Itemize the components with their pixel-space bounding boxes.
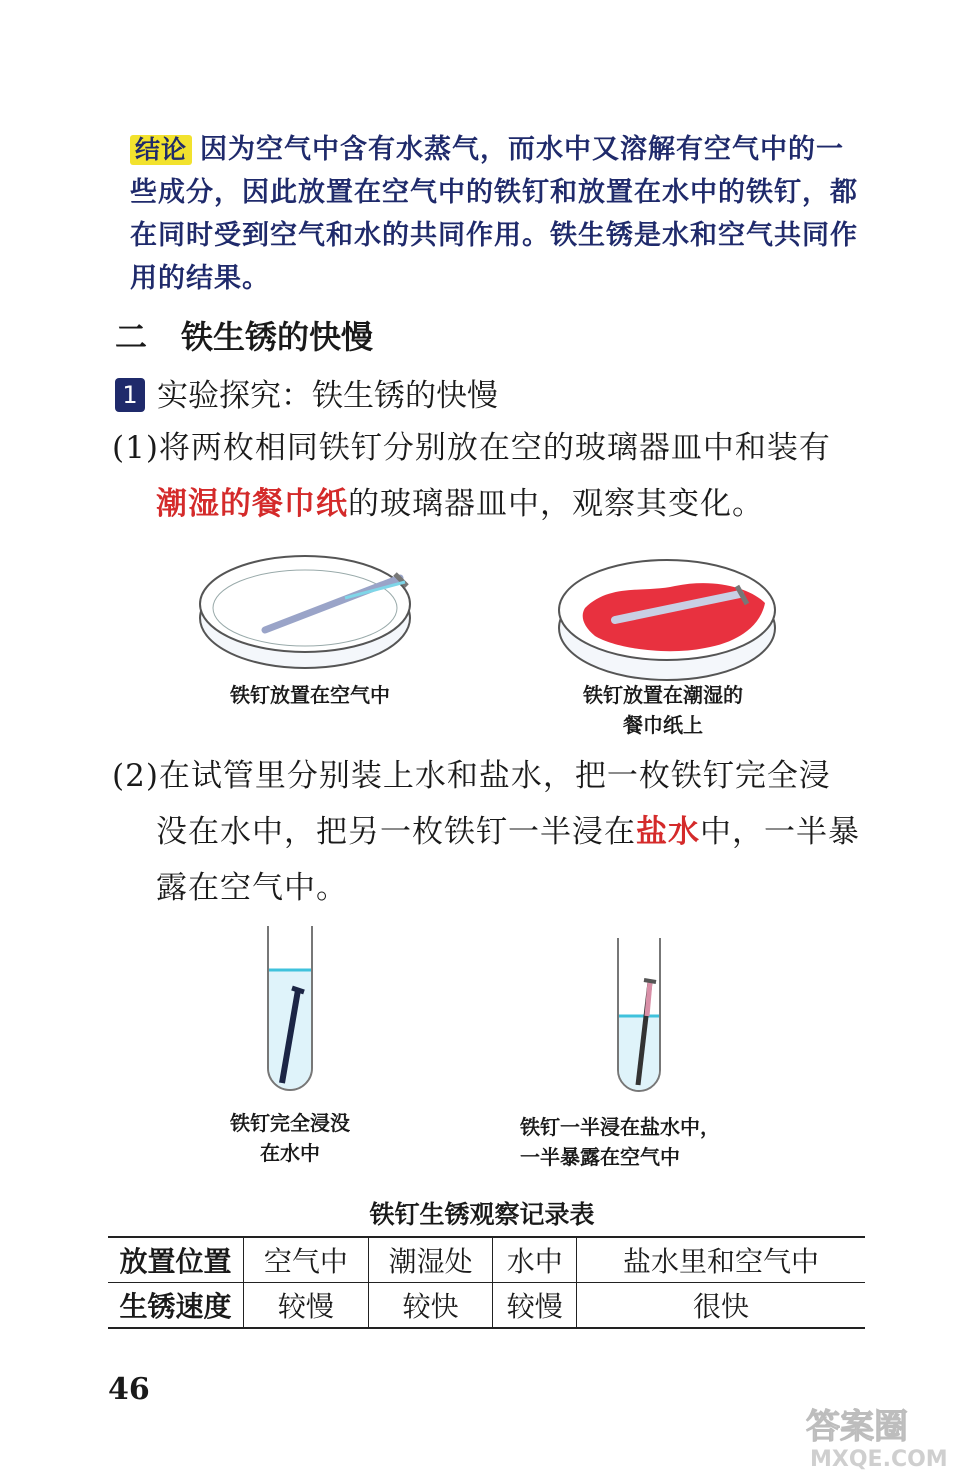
caption-tube-water: [195, 1108, 385, 1168]
table-cell: 盐水里和空气中: [577, 1237, 865, 1283]
caption-dish-napkin-line2: 餐巾纸上: [623, 713, 703, 737]
svg-text:答案圈: 答案圈: [806, 1407, 908, 1447]
step-2-highlight: 盐水: [636, 814, 700, 850]
step-2-line2: [112, 804, 882, 860]
section-heading: [115, 312, 373, 358]
table-cell: 较慢: [493, 1283, 577, 1329]
table-cell: 较快: [368, 1283, 493, 1329]
table-cell: 较慢: [244, 1283, 369, 1329]
step-1-line1: (1)将两枚相同铁钉分别放在空的玻璃器皿中和装有: [112, 430, 831, 466]
step-2-line3: 露在空气中。: [156, 870, 348, 906]
step-1-line2: [112, 476, 882, 532]
experiment-number-badge: 1: [115, 378, 145, 412]
caption-dish-napkin: [548, 680, 778, 740]
svg-text:MXQE.COM: MXQE.COM: [810, 1447, 948, 1472]
table-cell: 潮湿处: [368, 1237, 493, 1283]
step-1: [112, 420, 882, 532]
dish-wet-napkin-illustration: [555, 548, 785, 688]
conclusion-tag: 结论: [130, 135, 192, 165]
caption-dish-air: 铁钉放置在空气中: [230, 683, 390, 707]
caption-tube-saltwater-line1: 铁钉一半浸在盐水中，: [520, 1115, 720, 1139]
table-cell: 空气中: [244, 1237, 369, 1283]
section-number: 二: [115, 318, 148, 356]
page-number: 46: [108, 1372, 150, 1407]
watermark-logo: [800, 1400, 964, 1472]
table-cell: 放置位置: [108, 1237, 244, 1283]
step-1-suffix: 的玻璃器皿中，观察其变化。: [348, 486, 764, 522]
dish-air-illustration: [195, 548, 435, 678]
step-2-line2-prefix: 没在水中，把另一枚铁钉一半浸在: [156, 814, 636, 850]
test-tube-saltwater-illustration: [600, 930, 680, 1100]
conclusion-text: 因为空气中含有水蒸气，而水中又溶解有空气中的一些成分，因此放置在空气中的铁钉和放置在水中的铁钉，都在同时受到空气和水的共同作用。铁生锈是水和空气共同作用的结果。: [130, 134, 858, 294]
experiment-heading: [115, 370, 498, 415]
section-title: 铁生锈的快慢: [181, 318, 374, 356]
conclusion-block: [130, 128, 870, 300]
table-row: [108, 1283, 865, 1329]
table-cell: 生锈速度: [108, 1283, 244, 1329]
step-2: [112, 748, 882, 916]
caption-tube-saltwater-line2: 一半暴露在空气中: [520, 1145, 680, 1169]
experiment-title: 实验探究：铁生锈的快慢: [157, 378, 498, 414]
caption-tube-saltwater: [520, 1112, 760, 1172]
caption-tube-water-line2: 在水中: [260, 1141, 320, 1165]
table-row: [108, 1237, 865, 1283]
step-2-line2-suffix: 中，一半暴: [700, 814, 860, 850]
table-title: 铁钉生锈观察记录表: [369, 1200, 595, 1229]
caption-dish-napkin-line1: 铁钉放置在潮湿的: [583, 683, 743, 707]
record-table: [108, 1236, 865, 1329]
caption-tube-water-line1: 铁钉完全浸没: [230, 1111, 350, 1135]
table-cell: 很快: [577, 1283, 865, 1329]
table-cell: 水中: [493, 1237, 577, 1283]
test-tube-water-illustration: [240, 918, 330, 1098]
step-1-highlight: 潮湿的餐巾纸: [156, 486, 348, 522]
step-2-line1: (2)在试管里分别装上水和盐水，把一枚铁钉完全浸: [112, 758, 831, 794]
